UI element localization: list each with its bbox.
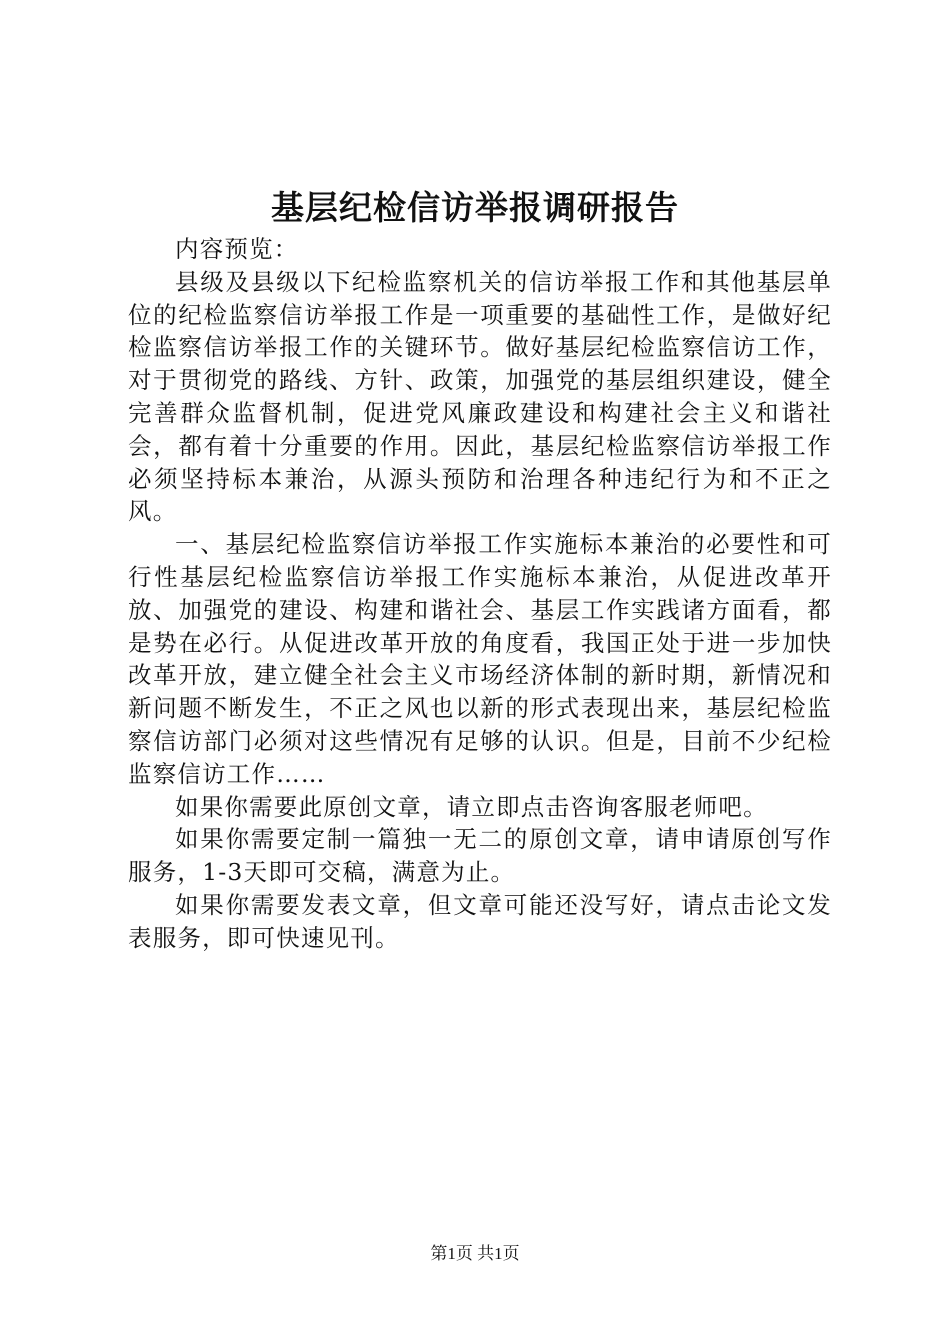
paragraph-intro: 县级及县级以下纪检监察机关的信访举报工作和其他基层单位的纪检监察信访举报工作是一项重要的基础性工作，是做好纪检监察信访举报工作的关键环节。做好基层纪检监察信访工作，对于贯彻党的路线、方针、政策，加强党的基层组织建设，健全完善群众监督机制，促进党风廉政建设和构建社会主义和谐社会，都有着十分重要的作用。因此，基层纪检监察信访举报工作必须坚持标本兼治，从源头预防和治理各种违纪行为和不正之风。	[128, 267, 832, 526]
paragraph-custom-writing: 如果你需要定制一篇独一无二的原创文章，请申请原创写作服务，1-3天即可交稿，满意为止。	[128, 825, 832, 887]
preview-label: 内容预览：	[175, 235, 299, 263]
document-body	[128, 233, 832, 955]
page-footer: 第1页 共1页	[430, 1244, 520, 1263]
paragraph-section-one: 一、基层纪检监察信访举报工作实施标本兼治的必要性和可行性基层纪检监察信访举报工作实施标本兼治，从促进改革开放、加强党的建设、构建和谐社会、基层工作实践诸方面看，都是势在必行。从促进改革开放的角度看，我国正处于进一步加快改革开放，建立健全社会主义市场经济体制的新时期，新情况和新问题不断发生，不正之风也以新的形式表现出来，基层纪检监察信访部门必须对这些情况有足够的认识。但是，目前不少纪检监察信访工作……	[128, 530, 832, 788]
paragraph-consult-service: 如果你需要此原创文章，请立即点击咨询客服老师吧。	[175, 792, 768, 821]
document-title: 基层纪检信访举报调研报告	[271, 188, 679, 227]
paragraph-publish-service: 如果你需要发表文章，但文章可能还没写好，请点击论文发表服务，即可快速见刊。	[128, 890, 832, 952]
